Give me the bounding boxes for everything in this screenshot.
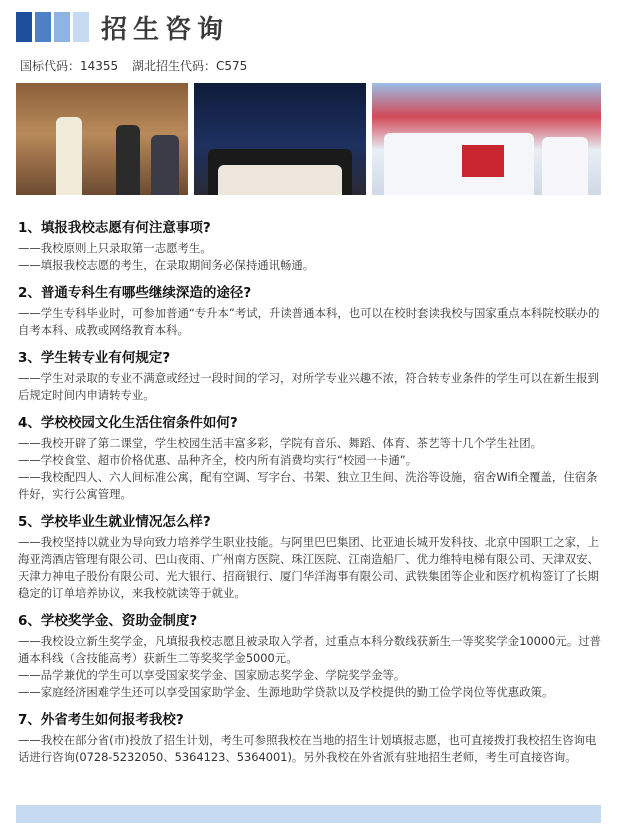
photo-figure [151,135,179,195]
faq-question: 3、学生转专业有何规定? [18,350,171,366]
faq-list [18,219,606,776]
faq-answer: ——学校食堂、超市价格优惠、品种齐全，校内所有消费均实行“校园一卡通”。 [18,453,418,467]
decor-bar [35,12,51,42]
photo-strip [16,83,601,195]
faq-answer: ——我校配四人、六人间标准公寓，配有空调、写字台、书架、独立卫生间、洗浴等设施，宿舍Wifi全覆盖，住宿条件好，实行公寓管理。 [18,470,598,501]
faq-question: 7、外省考生如何报考我校? [18,712,184,728]
faq-question: 6、学校奖学金、资助金制度? [18,613,198,629]
national-code: 国标代码：14355 [20,59,119,73]
photo-figure [542,137,588,195]
faq-question: 2、普通专科生有哪些继续深造的途径? [18,285,252,301]
header-decor-bars [16,12,89,42]
school-codes [20,57,247,74]
photo-sign [462,145,504,177]
faq-answer: ——品学兼优的学生可以享受国家奖学金、国家励志奖学金、学院奖学金等。 [18,668,406,682]
faq-item [18,711,606,766]
faq-question: 4、学校校园文化生活住宿条件如何? [18,415,238,431]
page-title: 招生咨询 [101,14,230,45]
faq-question: 5、学校毕业生就业情况怎么样? [18,514,211,530]
page-header [16,10,229,44]
decor-bar [73,12,89,42]
faq-answer: ——学生专科毕业时，可参加普通“专升本”考试，升读普通本科，也可以在校时套读我校与国家重点本科院校联办的自考本科、成教或网络教育本科。 [18,306,600,337]
hubei-code: 湖北招生代码：C575 [132,59,248,73]
faq-item [18,349,606,404]
faq-item [18,513,606,602]
photo-group-ceremony [194,83,366,195]
faq-answer: ——家庭经济困难学生还可以享受国家助学金、生源地助学贷款以及学校提供的勤工俭学岗位等优惠政策。 [18,685,554,699]
faq-question: 1、填报我校志愿有何注意事项? [18,220,211,236]
faq-answer: ——我校在部分省(市)投放了招生计划，考生可参照我校在当地的招生计划填报志愿，也可直接拨打我校招生咨询电话进行咨询(0728-5232050、5364123、5364001)。另外我校在外省派有驻地招生老师，考生可直接咨询。 [18,733,597,764]
decor-bar [16,12,32,42]
faq-answer: ——我校设立新生奖学金，凡填报我校志愿且被录取入学者，过重点本科分数线获新生一等奖奖学金10000元。过普通本科线（含技能高考）获新生二等奖奖学金5000元。 [18,634,601,665]
photo-figure [116,125,140,195]
photo-classroom [16,83,188,195]
faq-item [18,284,606,339]
photo-nursing-students [372,83,601,195]
faq-answer: ——学生对录取的专业不满意或经过一段时间的学习，对所学专业兴趣不浓，符合转专业条件的学生可以在新生报到后规定时间内申请转专业。 [18,371,599,402]
footer-bar [16,805,601,823]
faq-answer: ——填报我校志愿的考生，在录取期间务必保持通讯畅通。 [18,258,315,272]
photo-figure [56,117,82,195]
faq-item [18,414,606,503]
faq-item [18,219,606,274]
faq-answer: ——我校原则上只录取第一志愿考生。 [18,241,212,255]
faq-answer: ——我校坚持以就业为导向致力培养学生职业技能。与阿里巴巴集团、比亚迪长城开发科技、北京中国职工之家，上海亚湾酒店管理有限公司、巴山夜雨、广州南方医院、珠江医院、江南造船厂、优力维特电梯有限公司、天津双安、天津力神电子股份有限公司、光大银行、招商银行、厦门华洋海事有限公司、武铁集团等企业和医疗机构签订了长期稳定的订单培养协议，来我校就读等于就业。 [18,535,599,600]
faq-answer: ——我校开辟了第二课堂，学生校园生活丰富多彩，学院有音乐、舞蹈、体育、茶艺等十几个学生社团。 [18,436,542,450]
decor-bar [54,12,70,42]
photo-figure [384,133,534,195]
faq-item [18,612,606,701]
photo-figure [218,165,342,195]
